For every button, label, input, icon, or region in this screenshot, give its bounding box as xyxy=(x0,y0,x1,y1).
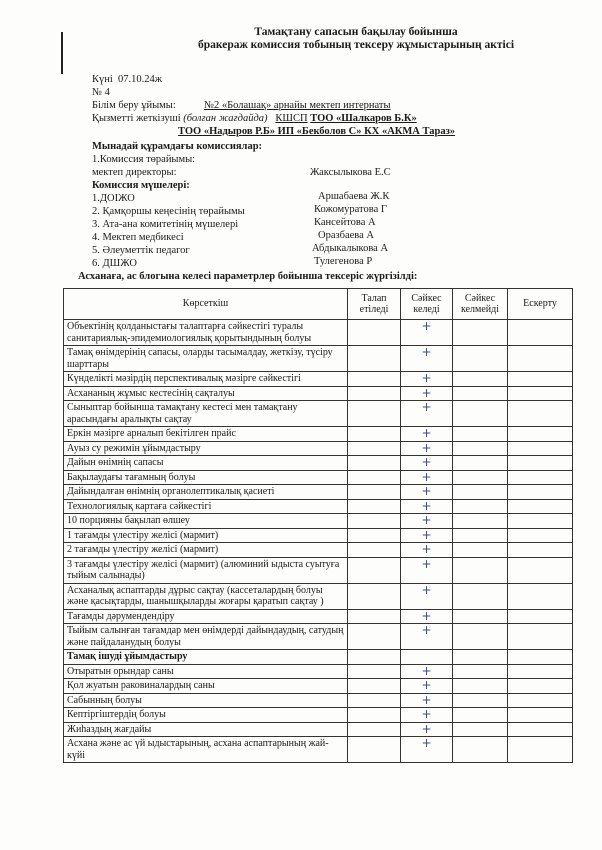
member-name: Кансейтова А xyxy=(314,217,376,228)
table-row xyxy=(64,737,573,763)
compliant-cell: + xyxy=(401,485,453,500)
required-cell xyxy=(348,456,401,471)
indicator-cell: Жиһаздың жағдайы xyxy=(64,722,348,737)
compliant-cell: + xyxy=(401,708,453,723)
act-number: № 4 xyxy=(92,87,110,98)
compliant-cell: + xyxy=(401,401,453,427)
table-row xyxy=(64,499,573,514)
required-cell xyxy=(348,708,401,723)
noncompliant-cell xyxy=(453,514,508,529)
members-heading: Комиссия мүшелері: xyxy=(92,180,190,191)
table-row xyxy=(64,609,573,624)
compliant-cell: + xyxy=(401,456,453,471)
compliant-cell: + xyxy=(401,470,453,485)
service-suppliers: ТОО «Надыров Р.Б» ИП «Бекболов С» КХ «АКМА Тараз» xyxy=(178,126,456,137)
required-cell xyxy=(348,470,401,485)
note-cell xyxy=(508,485,573,500)
noncompliant-cell xyxy=(453,609,508,624)
required-cell xyxy=(348,427,401,442)
chair-label: 1.Комиссия төрайымы: xyxy=(92,154,196,165)
compliant-cell: + xyxy=(401,609,453,624)
member-name: Тулегенова Р xyxy=(314,256,373,267)
noncompliant-cell xyxy=(453,679,508,694)
inspection-intro: Асханаға, ас блогына келесі параметрлер бойынша тексеріс жүргізілді: xyxy=(78,271,418,282)
table-row xyxy=(64,456,573,471)
document-title-line-2: бракераж комиссия тобының тексеру жұмыстарының актісі xyxy=(197,39,515,51)
service-note: (болған жағдайда) xyxy=(183,113,268,124)
noncompliant-cell xyxy=(453,456,508,471)
member-role: 6. ДШЖО xyxy=(92,258,137,269)
table-row xyxy=(64,693,573,708)
table-row xyxy=(64,583,573,609)
note-cell xyxy=(508,679,573,694)
required-cell xyxy=(348,346,401,372)
table-row xyxy=(64,441,573,456)
compliant-cell: + xyxy=(401,624,453,650)
indicator-cell: Асхана және ас үй ыдыстарының, асхана аспаптарының жай-күйі xyxy=(64,737,348,763)
noncompliant-cell xyxy=(453,722,508,737)
commission-heading: Мынадай құрамдағы комиссиялар: xyxy=(92,141,263,152)
required-cell xyxy=(348,664,401,679)
noncompliant-cell xyxy=(453,664,508,679)
noncompliant-cell xyxy=(453,320,508,346)
compliant-cell: + xyxy=(401,679,453,694)
table-row xyxy=(64,514,573,529)
note-cell xyxy=(508,372,573,387)
note-cell xyxy=(508,456,573,471)
required-cell xyxy=(348,386,401,401)
indicator-cell: Кептіргіштердің болуы xyxy=(64,708,348,723)
member-role: 2. Қамқоршы кеңесінің төрайымы xyxy=(92,206,245,217)
org-value: №2 «Болашақ» арнайы мектеп интернаты xyxy=(204,100,391,111)
indicator-cell: Технологиялық картаға сәйкестігі xyxy=(64,499,348,514)
noncompliant-cell xyxy=(453,386,508,401)
note-cell xyxy=(508,624,573,650)
org-label: Білім беру ұйымы: xyxy=(92,100,176,111)
indicator-cell: Дайын өнімнің сапасы xyxy=(64,456,348,471)
table-row xyxy=(64,528,573,543)
indicator-cell: 1 тағамды үлестіру желісі (мармит) xyxy=(64,528,348,543)
compliant-cell: + xyxy=(401,583,453,609)
table-row xyxy=(64,664,573,679)
document-title-line-1: Тамақтану сапасын бақылау бойынша xyxy=(254,26,458,38)
member-name: Оразбаева А xyxy=(318,230,374,241)
note-cell xyxy=(508,386,573,401)
column-header: Сәйкес келеді xyxy=(401,289,453,320)
compliant-cell xyxy=(401,650,453,665)
indicator-cell: Тамақ ішуді ұйымдастыру xyxy=(64,650,348,665)
noncompliant-cell xyxy=(453,401,508,427)
note-cell xyxy=(508,427,573,442)
noncompliant-cell xyxy=(453,650,508,665)
note-cell xyxy=(508,470,573,485)
noncompliant-cell xyxy=(453,372,508,387)
required-cell xyxy=(348,583,401,609)
noncompliant-cell xyxy=(453,583,508,609)
column-header: Ескерту xyxy=(508,289,573,320)
compliant-cell: + xyxy=(401,737,453,763)
member-name: Кожомуратова Г xyxy=(314,204,387,215)
table-row xyxy=(64,386,573,401)
required-cell xyxy=(348,514,401,529)
noncompliant-cell xyxy=(453,693,508,708)
indicator-cell: Отыратын орындар саны xyxy=(64,664,348,679)
indicator-cell: Сабынның болуы xyxy=(64,693,348,708)
table-row xyxy=(64,372,573,387)
required-cell xyxy=(348,543,401,558)
noncompliant-cell xyxy=(453,346,508,372)
required-cell xyxy=(348,609,401,624)
required-cell xyxy=(348,557,401,583)
table-row xyxy=(64,722,573,737)
indicator-cell: Күнделікті мәзірдің перспективалық мәзірге сәйкестігі xyxy=(64,372,348,387)
director-name: Жаксылыкова Е.С xyxy=(310,167,391,178)
table-row xyxy=(64,427,573,442)
note-cell xyxy=(508,722,573,737)
noncompliant-cell xyxy=(453,441,508,456)
service-value-2: ТОО «Шалкаров Б.К» xyxy=(310,113,417,124)
director-label: мектеп директоры: xyxy=(92,167,177,178)
noncompliant-cell xyxy=(453,485,508,500)
compliant-cell: + xyxy=(401,693,453,708)
column-header: Көрсеткіш xyxy=(64,289,348,320)
table-row xyxy=(64,485,573,500)
indicator-cell: 2 тағамды үлестіру желісі (мармит) xyxy=(64,543,348,558)
note-cell xyxy=(508,528,573,543)
required-cell xyxy=(348,737,401,763)
note-cell xyxy=(508,346,573,372)
service-label: Қызметті жеткізуші xyxy=(92,113,181,124)
table-row xyxy=(64,543,573,558)
indicator-cell: Тағамды дәрумендендіру xyxy=(64,609,348,624)
noncompliant-cell xyxy=(453,499,508,514)
date-line xyxy=(92,74,162,85)
compliant-cell: + xyxy=(401,557,453,583)
note-cell xyxy=(508,499,573,514)
compliant-cell: + xyxy=(401,427,453,442)
indicator-cell: Тыйым салынған тағамдар мен өнімдерді дайындаудың, сатудың және пайдаланудың болуы xyxy=(64,624,348,650)
note-cell xyxy=(508,557,573,583)
note-cell xyxy=(508,583,573,609)
noncompliant-cell xyxy=(453,624,508,650)
compliant-cell: + xyxy=(401,664,453,679)
required-cell xyxy=(348,693,401,708)
indicator-cell: Еркін мәзірге арналып бекітілген прайс xyxy=(64,427,348,442)
member-name: Абдыкалыкова А xyxy=(312,243,389,254)
indicator-cell: 3 тағамды үлестіру желісі (мармит) (алюминий ыдыста суытуға тыйым салынады) xyxy=(64,557,348,583)
indicator-cell: Сыныптар бойынша тамақтану кестесі мен тамақтану арасындағы аралықты сақтау xyxy=(64,401,348,427)
table-header-row xyxy=(64,289,573,320)
compliant-cell: + xyxy=(401,528,453,543)
note-cell xyxy=(508,664,573,679)
note-cell xyxy=(508,609,573,624)
required-cell xyxy=(348,441,401,456)
indicator-cell: Тамақ өнімдерінің сапасы, оларды тасымалдау, жеткізу, түсіру шарттары xyxy=(64,346,348,372)
indicator-cell: Бақылаудағы тағамның болуы xyxy=(64,470,348,485)
note-cell xyxy=(508,693,573,708)
table-row xyxy=(64,557,573,583)
required-cell xyxy=(348,499,401,514)
noncompliant-cell xyxy=(453,543,508,558)
member-name: Аршабаева Ж.К xyxy=(318,191,390,202)
required-cell xyxy=(348,679,401,694)
required-cell xyxy=(348,401,401,427)
column-header: Талап етіледі xyxy=(348,289,401,320)
noncompliant-cell xyxy=(453,708,508,723)
required-cell xyxy=(348,650,401,665)
note-cell xyxy=(508,514,573,529)
required-cell xyxy=(348,624,401,650)
noncompliant-cell xyxy=(453,528,508,543)
compliant-cell: + xyxy=(401,514,453,529)
note-cell xyxy=(508,441,573,456)
indicator-cell: Дайындалған өнімнің органолептикалық қасиеті xyxy=(64,485,348,500)
table-row xyxy=(64,470,573,485)
table-row xyxy=(64,320,573,346)
date-label: Күні xyxy=(92,74,113,85)
table-row xyxy=(64,346,573,372)
section-row xyxy=(64,650,573,665)
member-role: 4. Мектеп медбикесі xyxy=(92,232,184,243)
column-header: Сәйкес келмейді xyxy=(453,289,508,320)
indicator-cell: Асханалық аспаптарды дұрыс сақтау (кассеталардың болуы және қасықтарды, шанышқыларды жоғары қаратып сақтау ) xyxy=(64,583,348,609)
indicator-cell: Асхананың жұмыс кестесінің сақталуы xyxy=(64,386,348,401)
noncompliant-cell xyxy=(453,427,508,442)
compliant-cell: + xyxy=(401,320,453,346)
noncompliant-cell xyxy=(453,470,508,485)
compliant-cell: + xyxy=(401,441,453,456)
table-row xyxy=(64,401,573,427)
compliant-cell: + xyxy=(401,722,453,737)
member-role: 5. Әлеуметтік педагог xyxy=(92,245,190,256)
required-cell xyxy=(348,528,401,543)
required-cell xyxy=(348,485,401,500)
compliant-cell: + xyxy=(401,372,453,387)
compliant-cell: + xyxy=(401,543,453,558)
service-line xyxy=(92,113,417,124)
noncompliant-cell xyxy=(453,737,508,763)
compliant-cell: + xyxy=(401,386,453,401)
note-cell xyxy=(508,401,573,427)
compliant-cell: + xyxy=(401,346,453,372)
note-cell xyxy=(508,543,573,558)
table-row xyxy=(64,708,573,723)
indicator-cell: Қол жуатын раковиналардың саны xyxy=(64,679,348,694)
service-value-1: КШСП xyxy=(275,113,308,124)
indicator-cell: Ауыз су режимін ұйымдастыру xyxy=(64,441,348,456)
indicator-cell: 10 порцияны бақылап өлшеу xyxy=(64,514,348,529)
member-role: 3. Ата-ана комитетінің мүшелері xyxy=(92,219,239,230)
table-row xyxy=(64,624,573,650)
table-row xyxy=(64,679,573,694)
note-cell xyxy=(508,650,573,665)
indicator-cell: Объектінің қолданыстағы талаптарға сәйкестігі туралы санитариялық-эпидемиологиялық қорытындының болуы xyxy=(64,320,348,346)
required-cell xyxy=(348,722,401,737)
note-cell xyxy=(508,737,573,763)
required-cell xyxy=(348,320,401,346)
inspection-table xyxy=(63,288,573,763)
date-value: 07.10.24ж xyxy=(118,74,163,85)
required-cell xyxy=(348,372,401,387)
note-cell xyxy=(508,320,573,346)
note-cell xyxy=(508,708,573,723)
member-role: 1.ДОІЖО xyxy=(92,193,135,204)
compliant-cell: + xyxy=(401,499,453,514)
noncompliant-cell xyxy=(453,557,508,583)
